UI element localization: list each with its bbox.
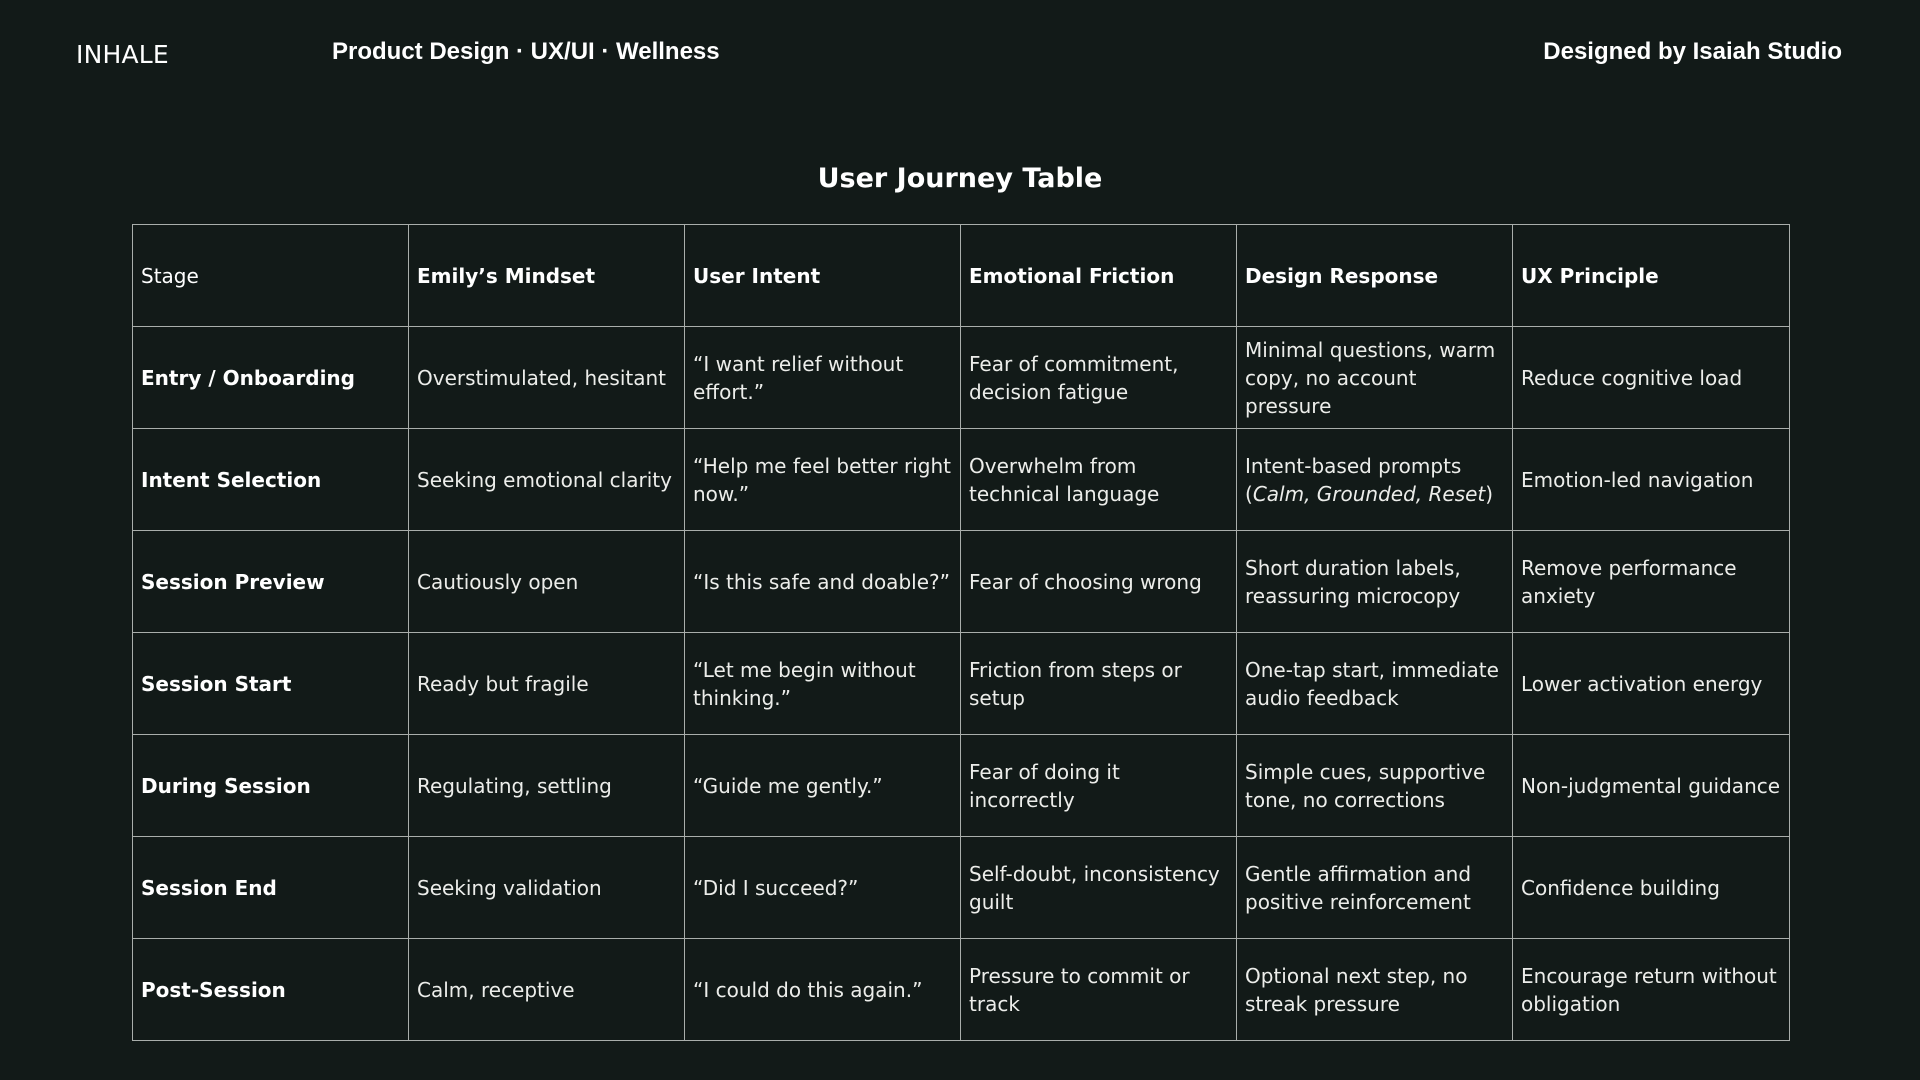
stage-cell: Session Start	[133, 633, 409, 735]
brand-logo: INHALE	[76, 40, 169, 69]
stage-cell: During Session	[133, 735, 409, 837]
friction-cell: Friction from steps or setup	[961, 633, 1237, 735]
table-row	[133, 939, 1790, 1041]
stage-cell: Intent Selection	[133, 429, 409, 531]
column-header-intent: User Intent	[685, 225, 961, 327]
table-title: User Journey Table	[817, 163, 1103, 194]
friction-cell: Fear of commitment, decision fatigue	[961, 327, 1237, 429]
principle-cell: Encourage return without obligation	[1513, 939, 1790, 1041]
mindset-cell: Overstimulated, hesitant	[409, 327, 685, 429]
mindset-cell: Seeking emotional clarity	[409, 429, 685, 531]
response-cell: Minimal questions, warm copy, no account pressure	[1237, 327, 1513, 429]
mindset-cell: Seeking validation	[409, 837, 685, 939]
principle-cell: Remove performance anxiety	[1513, 531, 1790, 633]
response-cell: Simple cues, supportive tone, no corrections	[1237, 735, 1513, 837]
principle-cell: Non-judgmental guidance	[1513, 735, 1790, 837]
friction-cell: Self-doubt, inconsistency guilt	[961, 837, 1237, 939]
table-row	[133, 429, 1790, 531]
stage-cell: Post-Session	[133, 939, 409, 1041]
column-header-principle: UX Principle	[1513, 225, 1790, 327]
column-header-friction: Emotional Friction	[961, 225, 1237, 327]
intent-cell: “Let me begin without thinking.”	[685, 633, 961, 735]
principle-cell: Lower activation energy	[1513, 633, 1790, 735]
mindset-cell: Calm, receptive	[409, 939, 685, 1041]
mindset-cell: Regulating, settling	[409, 735, 685, 837]
response-cell: Optional next step, no streak pressure	[1237, 939, 1513, 1041]
mindset-cell: Ready but fragile	[409, 633, 685, 735]
stage-cell: Session Preview	[133, 531, 409, 633]
table-row	[133, 837, 1790, 939]
intent-cell: “Did I succeed?”	[685, 837, 961, 939]
response-italic-text: Calm, Grounded, Reset	[1252, 481, 1486, 506]
response-cell: Gentle affirmation and positive reinforcement	[1237, 837, 1513, 939]
friction-cell: Fear of doing it incorrectly	[961, 735, 1237, 837]
column-header-mindset: Emily’s Mindset	[409, 225, 685, 327]
column-header-response: Design Response	[1237, 225, 1513, 327]
intent-cell: “Guide me gently.”	[685, 735, 961, 837]
mindset-cell: Cautiously open	[409, 531, 685, 633]
table-row	[133, 531, 1790, 633]
credit: Designed by Isaiah Studio	[1543, 38, 1842, 65]
response-cell: Short duration labels, reassuring microcopy	[1237, 531, 1513, 633]
response-text: Intent-based prompts (	[1245, 453, 1462, 506]
response-cell: One-tap start, immediate audio feedback	[1237, 633, 1513, 735]
intent-cell: “Is this safe and doable?”	[685, 531, 961, 633]
header-row	[133, 225, 1790, 327]
column-header-stage: Stage	[133, 225, 409, 327]
response-text-suffix: )	[1485, 481, 1494, 506]
table-row	[133, 735, 1790, 837]
stage-cell: Session End	[133, 837, 409, 939]
friction-cell: Pressure to commit or track	[961, 939, 1237, 1041]
intent-cell: “I could do this again.”	[685, 939, 961, 1041]
stage-cell: Entry / Onboarding	[133, 327, 409, 429]
table-row	[133, 327, 1790, 429]
table-row	[133, 633, 1790, 735]
friction-cell: Overwhelm from technical language	[961, 429, 1237, 531]
tagline: Product Design · UX/UI · Wellness	[332, 38, 720, 65]
intent-cell: “I want relief without effort.”	[685, 327, 961, 429]
friction-cell: Fear of choosing wrong	[961, 531, 1237, 633]
principle-cell: Reduce cognitive load	[1513, 327, 1790, 429]
intent-cell: “Help me feel better right now.”	[685, 429, 961, 531]
principle-cell: Confidence building	[1513, 837, 1790, 939]
response-cell	[1237, 429, 1513, 531]
user-journey-table	[132, 224, 1790, 1041]
principle-cell: Emotion-led navigation	[1513, 429, 1790, 531]
